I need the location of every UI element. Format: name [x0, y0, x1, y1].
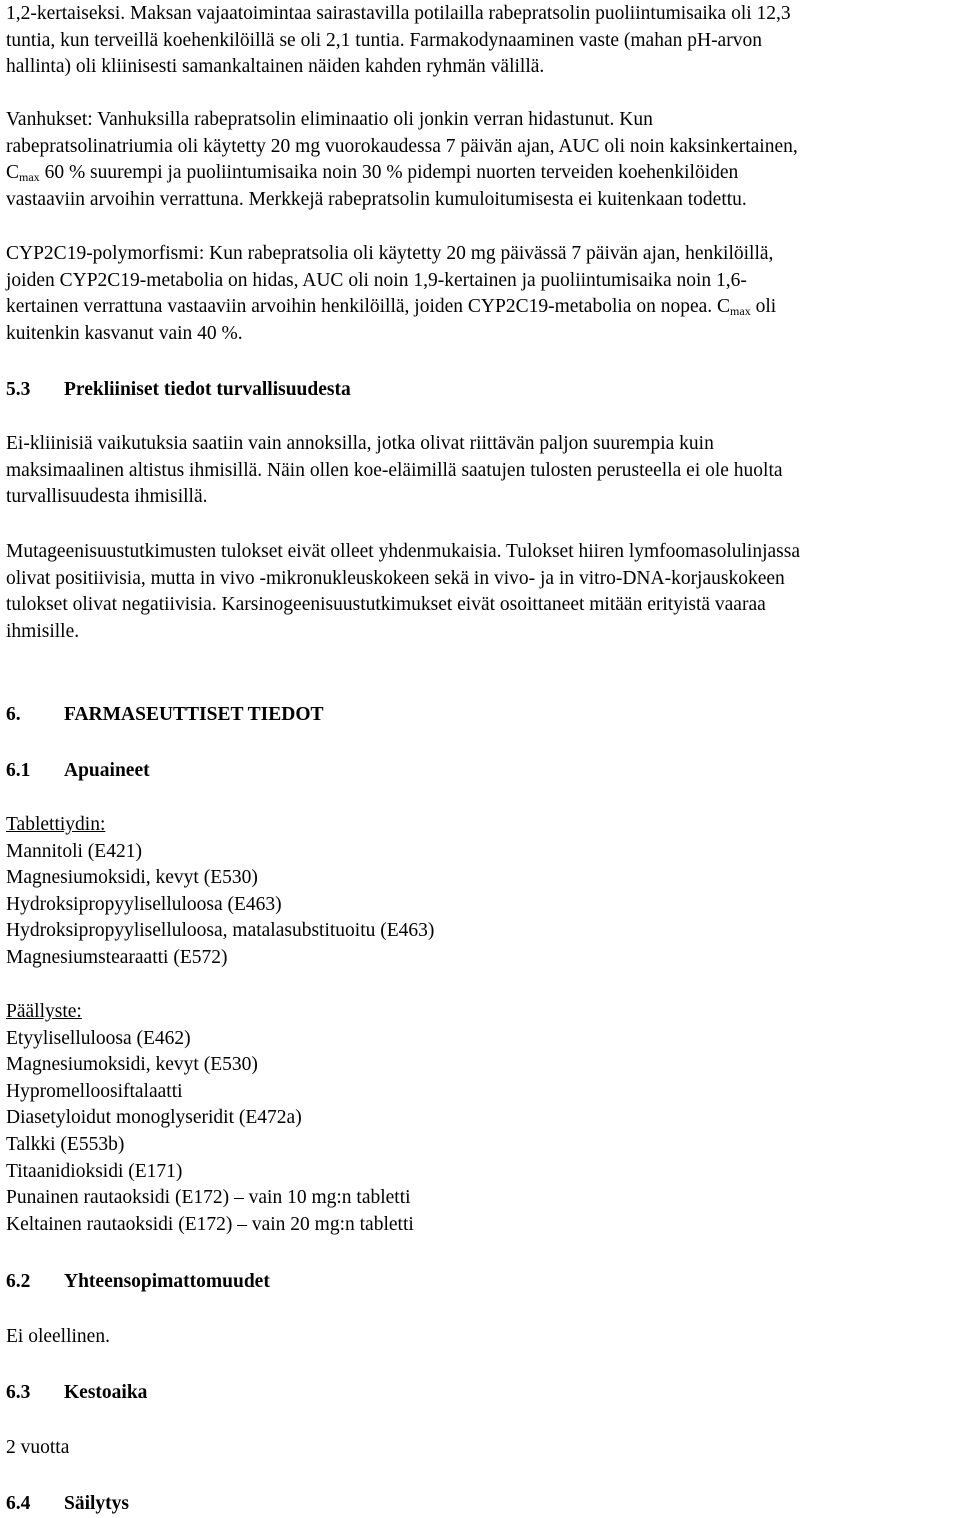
- line: olivat positiivisia, mutta in vivo -mikronukleuskokeen sekä in vivo- ja in vitro-DNA-korjauskokeen: [6, 567, 785, 589]
- list-item: Mannitoli (E421): [6, 840, 142, 862]
- section-number: 6.1: [6, 760, 31, 781]
- section-title: Yhteensopimattomuudet: [64, 1271, 270, 1292]
- section-heading-6: [6, 702, 324, 729]
- line: tulokset olivat negatiivisia. Karsinogeenisuustutkimukset eivät osoittaneet mitään erityistä vaaraa: [6, 594, 766, 616]
- paragraph-hepatic: [6, 1, 791, 81]
- line: $C_{max}$ 60 % suurempi ja puoliintumisaika noin 30 % pidempi nuorten terveiden koehenkilöiden: [6, 162, 739, 185]
- section-number: 6.3: [6, 1382, 31, 1403]
- line: rabepratsolinatriumia oli käytetty 20 mg vuorokaudessa 7 päivän ajan, AUC oli noin kaksinkertainen,: [6, 135, 798, 157]
- paragraph-mutagenicity: [6, 539, 800, 645]
- section-number: 6.: [6, 704, 21, 725]
- section-number: 6.4: [6, 1493, 31, 1514]
- paragraph-elderly: [6, 107, 798, 213]
- section-heading-6-4: [6, 1491, 129, 1518]
- line: Vanhukset: Vanhuksilla rabepratsolin eliminaatio oli jonkin verran hidastunut. Kun: [6, 109, 653, 130]
- line: vastaaviin arvoihin verrattuna. Merkkejä rabepratsolin kumuloitumisesta ei kuitenkaan todettu.: [6, 188, 747, 210]
- section-number: 5.3: [6, 379, 31, 400]
- line: Mutageenisuustutkimusten tulokset eivät olleet yhdenmukaisia. Tulokset hiiren lymfoomasolulinjassa: [6, 541, 800, 562]
- paragraph-shelf-life: 2 vuotta: [6, 1437, 70, 1458]
- section-heading-6-1: [6, 758, 150, 785]
- line: turvallisuudesta ihmisillä.: [6, 486, 208, 508]
- paragraph-nonclinical: [6, 431, 783, 511]
- list-item: Etyyliselluloosa (E462): [6, 1027, 191, 1049]
- paragraph-incompatibilities: Ei oleellinen.: [6, 1326, 110, 1347]
- line: hallinta) oli kliinisesti samankaltainen näiden kahden ryhmän välillä.: [6, 56, 545, 78]
- section-title: Säilytys: [64, 1493, 130, 1514]
- list-item: Hypromelloosiftalaatti: [6, 1080, 183, 1102]
- section-title: Prekliiniset tiedot turvallisuudesta: [64, 379, 351, 400]
- line: tuntia, kun terveillä koehenkilöillä se oli 2,1 tuntia. Farmakodynaaminen vaste (mahan pH-arvon: [6, 29, 762, 51]
- line: CYP2C19-polymorfismi: Kun rabepratsolia oli käytetty 20 mg päivässä 7 päivän ajan, henkilöillä,: [6, 243, 774, 264]
- section-heading-5-3: [6, 377, 351, 404]
- list-item: Magnesiumoksidi, kevyt (E530): [6, 1054, 258, 1076]
- list-item: Punainen rautaoksidi (E172) – vain 10 mg:n tabletti: [6, 1187, 411, 1209]
- list-item: Hydroksipropyyliselluloosa, matalasubstituoitu (E463): [6, 920, 435, 942]
- section-heading-6-2: [6, 1269, 270, 1296]
- list-item: Talkki (E553b): [6, 1133, 125, 1155]
- line: kuitenkin kasvanut vain 40 %.: [6, 322, 243, 344]
- line: ihmisille.: [6, 620, 80, 642]
- list-item: Titaanidioksidi (E171): [6, 1160, 183, 1182]
- list-item: Diasetyloidut monoglyseridit (E472a): [6, 1107, 302, 1129]
- line: joiden CYP2C19-metabolia on hidas, AUC oli noin 1,9-kertainen ja puoliintumisaika noin 1,6-: [6, 269, 747, 291]
- paragraph-cyp2c19: [6, 241, 776, 347]
- section-title: Kestoaika: [64, 1382, 148, 1403]
- list-item: Hydroksipropyyliselluloosa (E463): [6, 893, 282, 915]
- list-item: Magnesiumstearaatti (E572): [6, 946, 228, 968]
- line: Ei-kliinisiä vaikutuksia saatiin vain annoksilla, jotka olivat riittävän paljon suurempia kuin: [6, 433, 714, 454]
- list-label: Tablettiydin:: [6, 814, 106, 835]
- section-title: FARMASEUTTISET TIEDOT: [64, 704, 324, 725]
- section-heading-6-3: [6, 1380, 147, 1407]
- list-item: Magnesiumoksidi, kevyt (E530): [6, 867, 258, 889]
- line: 1,2-kertaiseksi. Maksan vajaatoimintaa sairastavilla potilailla rabepratsolin puoliintumisaika oli 12,3: [6, 3, 791, 24]
- tablet-core-list: [6, 812, 434, 972]
- section-number: 6.2: [6, 1271, 31, 1292]
- list-item: Keltainen rautaoksidi (E172) – vain 20 mg:n tabletti: [6, 1213, 414, 1235]
- coating-list: [6, 999, 414, 1238]
- line: kertainen verrattuna vastaaviin arvoihin henkilöillä, joiden CYP2C19-metabolia on nopea. $C_{max}$ oli: [6, 296, 777, 319]
- line: maksimaalinen altistus ihmisillä. Näin ollen koe-eläimillä saatujen tulosten perusteella ei ole huolta: [6, 459, 783, 481]
- list-label: Päällyste:: [6, 1001, 82, 1022]
- section-title: Apuaineet: [64, 760, 150, 781]
